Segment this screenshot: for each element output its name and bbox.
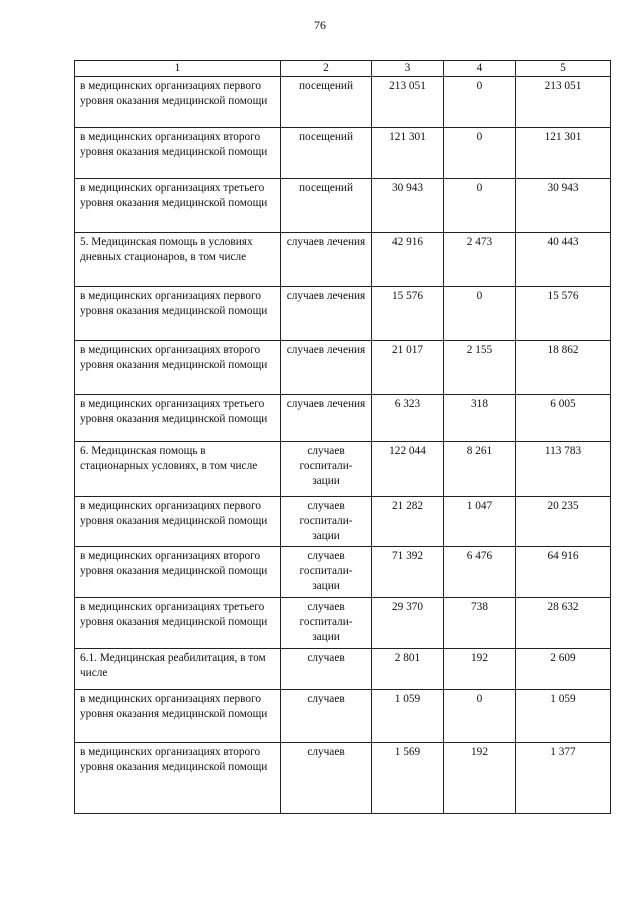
column-header-2: 2 [281, 61, 372, 77]
table-row [75, 743, 611, 814]
row-description: в медицинских организациях первого уровня оказания медицинской помощи [75, 690, 281, 743]
cell-col-5: 113 783 [516, 442, 611, 497]
cell-col-5: 15 576 [516, 287, 611, 341]
row-description: в медицинских организациях второго уровня оказания медицинской помощи [75, 743, 281, 814]
row-description: в медицинских организациях первого уровня оказания медицинской помощи [75, 287, 281, 341]
row-unit: случаев лечения [281, 233, 372, 287]
table-body [75, 77, 611, 814]
row-description: 6. Медицинская помощь в стационарных условиях, в том числе [75, 442, 281, 497]
cell-col-3: 29 370 [372, 598, 444, 649]
page-number: 76 [314, 18, 326, 32]
cell-col-3: 213 051 [372, 77, 444, 128]
cell-col-4: 318 [444, 395, 516, 442]
cell-col-3: 42 916 [372, 233, 444, 287]
table-row [75, 341, 611, 395]
cell-col-4: 1 047 [444, 497, 516, 547]
row-unit: случаев [281, 690, 372, 743]
table-row [75, 598, 611, 649]
row-description: в медицинских организациях первого уровня оказания медицинской помощи [75, 77, 281, 128]
row-unit: случаев госпитали-зации [281, 547, 372, 598]
column-header-5: 5 [516, 61, 611, 77]
cell-col-5: 1 059 [516, 690, 611, 743]
cell-col-4: 192 [444, 743, 516, 814]
cell-col-4: 0 [444, 287, 516, 341]
cell-col-5: 30 943 [516, 179, 611, 233]
row-unit: случаев госпитали-зации [281, 442, 372, 497]
table-row [75, 128, 611, 179]
cell-col-3: 1 059 [372, 690, 444, 743]
table-row [75, 442, 611, 497]
cell-col-4: 0 [444, 690, 516, 743]
column-header-3: 3 [372, 61, 444, 77]
row-unit: случаев госпитали-зации [281, 497, 372, 547]
cell-col-4: 0 [444, 128, 516, 179]
cell-col-4: 0 [444, 77, 516, 128]
table-row [75, 287, 611, 341]
data-table [74, 60, 611, 814]
row-unit: случаев лечения [281, 341, 372, 395]
cell-col-5: 1 377 [516, 743, 611, 814]
cell-col-5: 2 609 [516, 649, 611, 690]
cell-col-3: 121 301 [372, 128, 444, 179]
table-row [75, 233, 611, 287]
cell-col-3: 71 392 [372, 547, 444, 598]
cell-col-5: 64 916 [516, 547, 611, 598]
cell-col-4: 2 155 [444, 341, 516, 395]
row-description: в медицинских организациях второго уровня оказания медицинской помощи [75, 547, 281, 598]
row-unit: случаев лечения [281, 287, 372, 341]
cell-col-4: 192 [444, 649, 516, 690]
row-unit: посещений [281, 179, 372, 233]
cell-col-4: 2 473 [444, 233, 516, 287]
cell-col-3: 21 282 [372, 497, 444, 547]
row-description: в медицинских организациях третьего уровня оказания медицинской помощи [75, 179, 281, 233]
cell-col-5: 121 301 [516, 128, 611, 179]
cell-col-4: 6 476 [444, 547, 516, 598]
table-row [75, 395, 611, 442]
row-unit: случаев [281, 743, 372, 814]
cell-col-4: 0 [444, 179, 516, 233]
row-description: в медицинских организациях первого уровня оказания медицинской помощи [75, 497, 281, 547]
cell-col-3: 1 569 [372, 743, 444, 814]
cell-col-5: 20 235 [516, 497, 611, 547]
row-description: в медицинских организациях второго уровня оказания медицинской помощи [75, 341, 281, 395]
cell-col-5: 213 051 [516, 77, 611, 128]
cell-col-3: 15 576 [372, 287, 444, 341]
row-description: в медицинских организациях второго уровня оказания медицинской помощи [75, 128, 281, 179]
cell-col-3: 30 943 [372, 179, 444, 233]
table-row [75, 649, 611, 690]
table-row [75, 497, 611, 547]
cell-col-5: 28 632 [516, 598, 611, 649]
row-unit: случаев госпитали-зации [281, 598, 372, 649]
row-description: в медицинских организациях третьего уровня оказания медицинской помощи [75, 598, 281, 649]
table-row [75, 690, 611, 743]
row-unit: посещений [281, 128, 372, 179]
row-description: 5. Медицинская помощь в условиях дневных стационаров, в том числе [75, 233, 281, 287]
column-header-4: 4 [444, 61, 516, 77]
table-row [75, 77, 611, 128]
cell-col-4: 8 261 [444, 442, 516, 497]
table-row [75, 547, 611, 598]
cell-col-4: 738 [444, 598, 516, 649]
cell-col-5: 40 443 [516, 233, 611, 287]
cell-col-3: 6 323 [372, 395, 444, 442]
cell-col-3: 122 044 [372, 442, 444, 497]
row-description: 6.1. Медицинская реабилитация, в том числе [75, 649, 281, 690]
cell-col-5: 18 862 [516, 341, 611, 395]
column-header-1: 1 [75, 61, 281, 77]
cell-col-3: 2 801 [372, 649, 444, 690]
row-description: в медицинских организациях третьего уровня оказания медицинской помощи [75, 395, 281, 442]
table-row [75, 179, 611, 233]
cell-col-5: 6 005 [516, 395, 611, 442]
row-unit: случаев [281, 649, 372, 690]
row-unit: посещений [281, 77, 372, 128]
cell-col-3: 21 017 [372, 341, 444, 395]
table-header-row [75, 61, 611, 77]
row-unit: случаев лечения [281, 395, 372, 442]
